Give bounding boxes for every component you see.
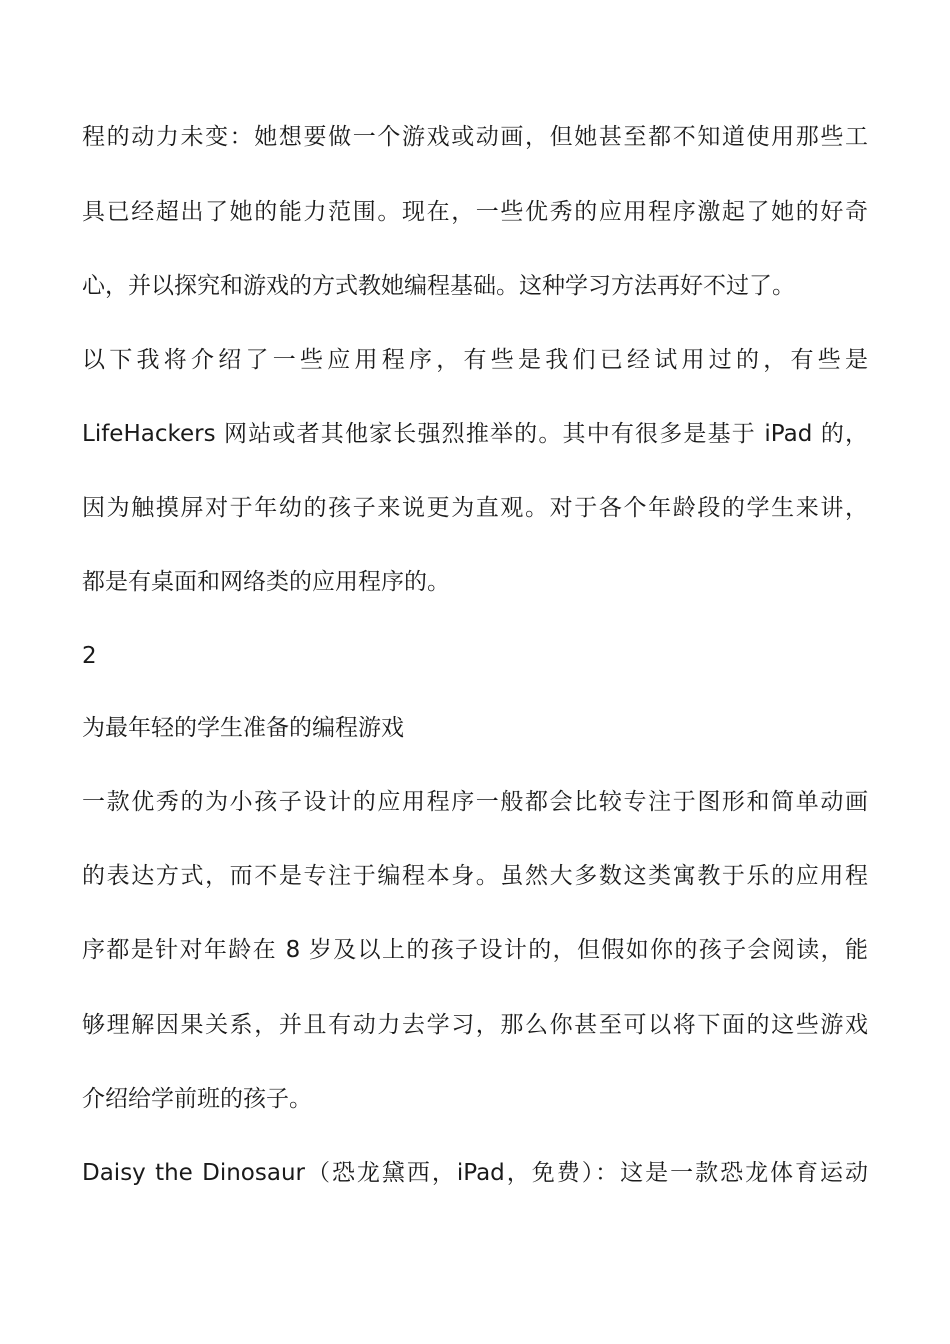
paragraph-line: 具已经超出了她的能力范围。现在，一些优秀的应用程序激起了她的好奇	[82, 199, 868, 225]
paragraph-line: 介绍给学前班的孩子。	[82, 1086, 312, 1112]
paragraph-line: 够理解因果关系，并且有动力去学习，那么你甚至可以将下面的这些游戏	[82, 1012, 868, 1038]
paragraph-line: 序都是针对年龄在 8 岁及以上的孩子设计的，但假如你的孩子会阅读，能	[82, 937, 868, 963]
paragraph-line: 都是有桌面和网络类的应用程序的。	[82, 569, 450, 595]
paragraph-line: Daisy the Dinosaur（恐龙黛西，iPad，免费）：这是一款恐龙体育运动	[82, 1160, 868, 1186]
section-number: 2	[82, 643, 97, 669]
paragraph-line: 心，并以探究和游戏的方式教她编程基础。这种学习方法再好不过了。	[82, 273, 795, 299]
paragraph-line: 的表达方式，而不是专注于编程本身。虽然大多数这类寓教于乐的应用程	[82, 863, 868, 889]
paragraph-line: 因为触摸屏对于年幼的孩子来说更为直观。对于各个年龄段的学生来讲，	[82, 495, 868, 521]
paragraph-line: 一款优秀的为小孩子设计的应用程序一般都会比较专注于图形和简单动画	[82, 789, 868, 815]
paragraph-line: LifeHackers 网站或者其他家长强烈推举的。其中有很多是基于 iPad 的，	[82, 421, 868, 447]
paragraph-line: 以下我将介绍了一些应用程序，有些是我们已经试用过的，有些是	[82, 347, 868, 373]
paragraph-line: 程的动力未变：她想要做一个游戏或动画，但她甚至都不知道使用那些工	[82, 124, 868, 150]
section-heading: 为最年轻的学生准备的编程游戏	[82, 715, 404, 741]
